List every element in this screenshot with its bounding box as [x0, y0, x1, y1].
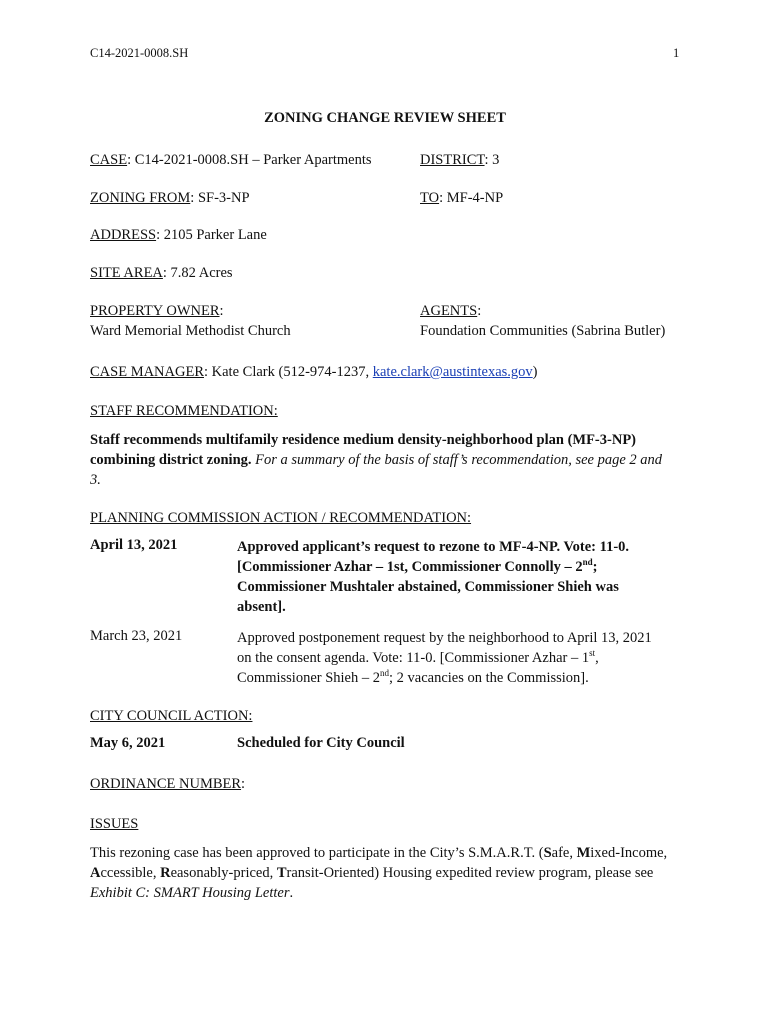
city-council-action: Scheduled for City Council: [237, 735, 405, 751]
case-label: CASE: [90, 152, 128, 168]
planning-commission-heading: PLANNING COMMISSION ACTION / RECOMMENDATION:: [90, 510, 472, 526]
address-field: [90, 227, 267, 244]
pc-entry-1-text: [237, 537, 677, 617]
site-area-field: [90, 265, 233, 282]
district-label: DISTRICT: [420, 152, 485, 168]
agents-label: AGENTS: [420, 303, 478, 319]
pc-entry-2-line-1: Approved postponement request by the neighborhood to April 13, 2021: [237, 630, 652, 646]
pc-entry-1-date: April 13, 2021: [90, 537, 178, 553]
agents-colon: :: [477, 303, 482, 319]
staff-recommendation-italic: For a summary of the basis of staff’s recommendation, see page 2 and 3.: [90, 452, 663, 488]
city-council-heading: CITY COUNCIL ACTION:: [90, 708, 253, 724]
document-title: ZONING CHANGE REVIEW SHEET: [264, 110, 506, 126]
agents-value: Foundation Communities (Sabrina Butler): [420, 323, 666, 339]
staff-recommendation-text: [90, 430, 675, 490]
pc-entry-1-line-1: Approved applicant’s request to rezone to MF-4-NP. Vote: 11-0.: [237, 539, 630, 555]
staff-recommendation-heading: STAFF RECOMMENDATION:: [90, 403, 278, 419]
zoning-to-value: : MF-4-NP: [439, 190, 504, 206]
zoning-from-label: ZONING FROM: [90, 190, 191, 206]
pc-entry-2-line-2: on the consent agenda. Vote: 11-0. [Commissioner Azhar – 1st,: [237, 648, 599, 666]
document-id: C14-2021-0008.SH: [90, 46, 189, 60]
pc-entry-2-text: [237, 628, 677, 688]
issues-heading: ISSUES: [90, 816, 139, 832]
staff-recommendation-bold: Staff recommends multifamily residence medium density-neighborhood plan (MF-3-NP) combining district zoning.: [90, 432, 637, 468]
page-number: 1: [673, 46, 680, 60]
ordinance-number-field: [90, 776, 245, 793]
case-manager-field: [90, 364, 538, 381]
address-value: : 2105 Parker Lane: [156, 227, 267, 243]
pc-entry-2-date: March 23, 2021: [90, 628, 183, 644]
ordinance-number-colon: :: [241, 776, 246, 792]
case-field: [90, 152, 372, 169]
address-label: ADDRESS: [90, 227, 157, 243]
property-owner-value: Ward Memorial Methodist Church: [90, 323, 291, 339]
agents-label-line: [420, 303, 481, 320]
ordinance-number-label: ORDINANCE NUMBER: [90, 776, 242, 792]
case-value: : C14-2021-0008.SH – Parker Apartments: [127, 152, 372, 168]
city-council-date: May 6, 2021: [90, 735, 166, 751]
exhibit-c-reference: Exhibit C: SMART Housing Letter: [90, 885, 290, 901]
property-owner-label-line: [90, 303, 224, 320]
zoning-to-field: [420, 190, 503, 207]
pc-entry-2-line-3: Commissioner Shieh – 2nd; 2 vacancies on the Commission].: [237, 668, 589, 686]
pc-entry-1-line-3: Commissioner Mushtaler abstained, Commissioner Shieh was: [237, 579, 619, 595]
zoning-to-label: TO: [420, 190, 440, 206]
pc-entry-1-line-2: [Commissioner Azhar – 1st, Commissioner Connolly – 2nd;: [237, 557, 598, 575]
district-field: [420, 152, 499, 169]
case-manager-label: CASE MANAGER: [90, 364, 204, 380]
district-value: : 3: [484, 152, 500, 168]
zoning-from-value: : SF-3-NP: [190, 190, 250, 206]
case-manager-value: : Kate Clark (512-974-1237,: [204, 364, 373, 380]
site-area-label: SITE AREA: [90, 265, 163, 281]
case-manager-close: ): [532, 364, 538, 380]
zoning-from-field: [90, 190, 250, 207]
site-area-value: : 7.82 Acres: [162, 265, 233, 281]
property-owner-colon: :: [219, 303, 224, 319]
property-owner-label: PROPERTY OWNER: [90, 303, 220, 319]
case-manager-email-link[interactable]: kate.clark@austintexas.gov: [372, 364, 533, 380]
issues-text: This rezoning case has been approved to participate in the City’s S.M.A.R.T. (Safe, Mixed-Income, Accessible, Reasonably-priced, Transit-Oriented) Housing expedited review program, please see Exhibit C: SMART Housing Letter.: [90, 845, 668, 901]
pc-entry-1-line-4: absent].: [237, 599, 286, 615]
